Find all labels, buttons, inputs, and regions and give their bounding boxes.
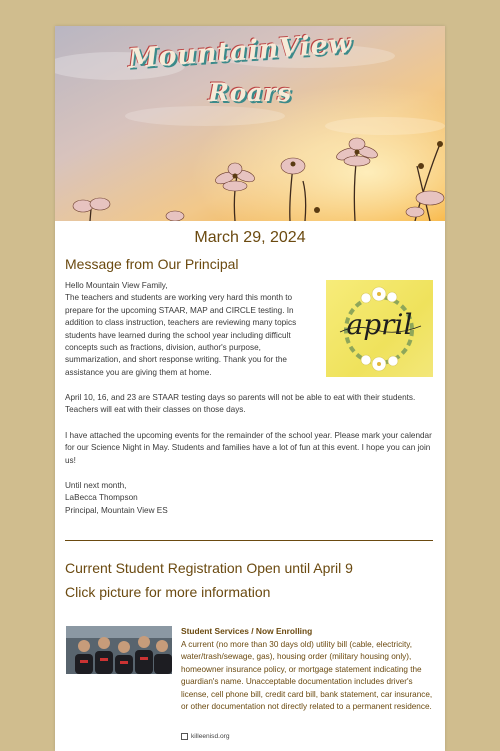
message-paragraph-2-block bbox=[65, 392, 435, 417]
external-link-icon bbox=[181, 733, 188, 740]
enrollment-link[interactable] bbox=[181, 733, 229, 740]
message-paragraph-2: April 10, 16, and 23 are STAAR testing days so parents will not be able to eat with their students. Teachers will eat with their classes on those days. bbox=[65, 393, 416, 415]
principal-message-intro bbox=[65, 280, 317, 379]
newsletter-title-line2: Roars bbox=[208, 78, 292, 107]
signature-title: Principal, Mountain View ES bbox=[65, 505, 168, 515]
closing-text: Until next month, bbox=[65, 481, 127, 490]
registration-heading: Current Student Registration Open until April 9 bbox=[65, 560, 353, 576]
greeting-text: Hello Mountain View Family, bbox=[65, 281, 168, 290]
message-paragraph-3: I have attached the upcoming events for the remainder of the school year. Please mark your calendar for our Science Night in May. Students and families have a lot of fun at this event. I hope you can join us! bbox=[65, 431, 432, 465]
message-paragraph-1: The teachers and students are working very hard this month to prepare for the upcoming STAAR, MAP and CIRCLE testing. In addition to class instruction, teachers are reviewing many topics students have learned during the school year including difficult concepts such as fractions, division, author's purpose, summarization, and short response writing. Thank you for the assistance you are giving them at home. bbox=[65, 293, 297, 377]
staff-group-photo bbox=[66, 626, 172, 674]
section-divider bbox=[65, 540, 433, 541]
principal-message-heading: Message from Our Principal bbox=[65, 256, 239, 272]
enrollment-link-text[interactable]: killeenisd.org bbox=[191, 733, 230, 740]
newsletter-card bbox=[55, 26, 445, 751]
newsletter-title-line1: MountainView bbox=[127, 28, 353, 75]
april-image bbox=[326, 280, 433, 377]
registration-subheading: Click picture for more information bbox=[65, 584, 271, 600]
message-paragraph-3-block bbox=[65, 430, 435, 467]
april-image-text: april bbox=[346, 308, 413, 341]
message-signoff bbox=[65, 480, 435, 517]
signature-name: LaBecca Thompson bbox=[65, 493, 138, 503]
enrollment-card-text: A current (no more than 30 days old) utility bill (cable, electricity, water/trash/sewage, gas), housing order (military housing only), homeowner insurance policy, or mortgage statement indicating the guardian's name. Unacceptable documentation includes driver's license, cell phone bill, credit card bill, bank statement, car insurance, or other documentation not directly related to a permanent residence. bbox=[181, 640, 433, 712]
header-banner-image bbox=[55, 26, 445, 221]
newsletter-date: March 29, 2024 bbox=[194, 229, 306, 246]
enrollment-photo[interactable] bbox=[66, 626, 172, 674]
enrollment-card-title[interactable]: Student Services / Now Enrolling bbox=[181, 626, 313, 636]
